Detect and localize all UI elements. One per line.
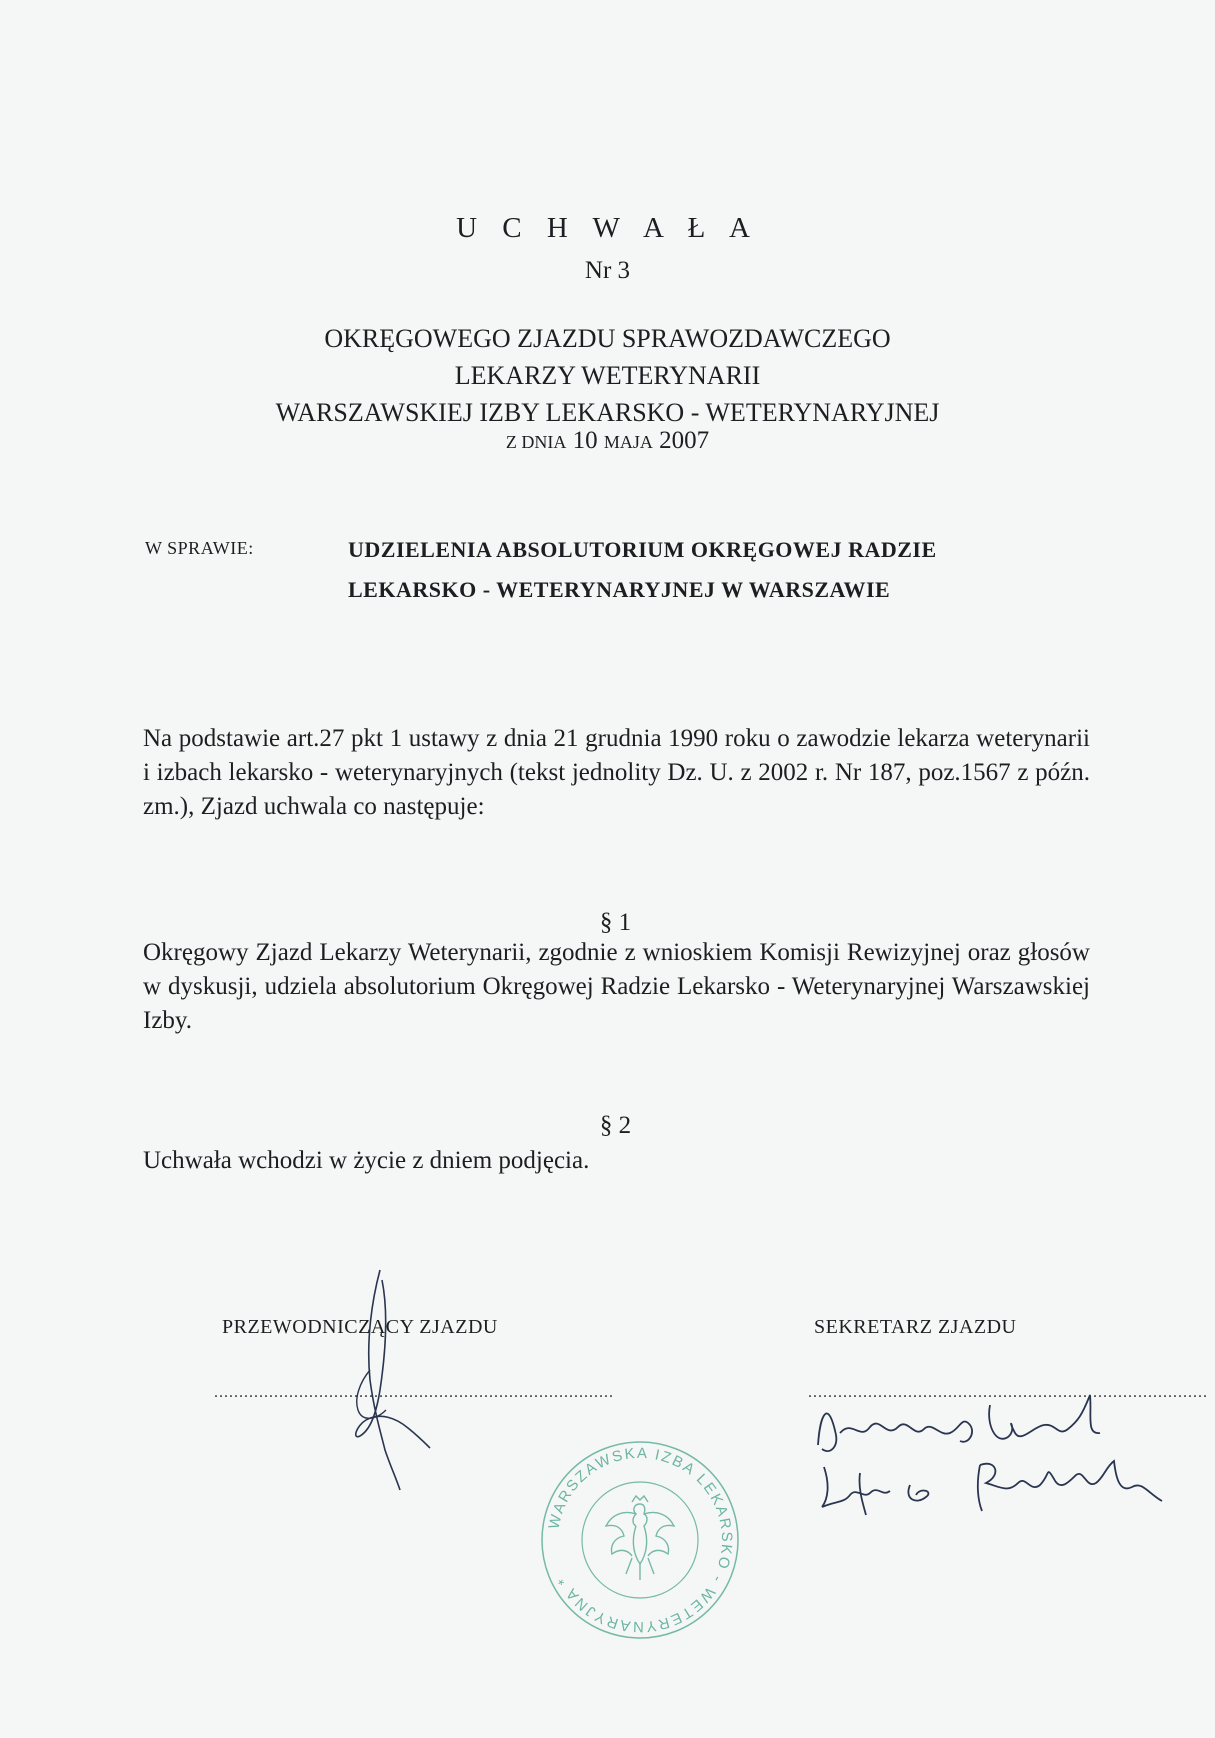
svg-text:WARSZAWSKA IZBA LEKARSKO - WET — [546, 1445, 736, 1635]
subject-label: W SPRAWIE: — [145, 538, 254, 558]
subject-line-2: LEKARSKO - WETERYNARYJNEJ W WARSZAWIE — [348, 577, 891, 602]
legal-basis-paragraph: Na podstawie art.27 pkt 1 ustawy z dnia 21 grudnia 1990 roku o zawodzie lekarza weterynarii i izbach lekarsko - weterynaryjnych (tekst jednolity Dz. U. z 2002 r. Nr 187, poz.1567 z późn. zm.), Zjazd uchwala co następuje: — [143, 725, 1090, 820]
section-2-text: Uchwała wchodzi w życie z dniem podjęcia. — [143, 1147, 590, 1174]
heading-line-3: WARSZAWSKIEJ IZBY LEKARSKO - WETERYNARYJNEJ — [275, 398, 940, 427]
secretary-signature — [800, 1375, 1208, 1525]
heading-line-1: OKRĘGOWEGO ZJAZDU SPRAWOZDAWCZEGO — [324, 324, 891, 353]
resolution-date — [0, 428, 1215, 453]
subject-text — [348, 530, 1068, 610]
chair-signature — [330, 1250, 450, 1500]
heading-line-2: LEKARZY WETERYNARII — [454, 361, 761, 390]
resolution-number: Nr 3 — [584, 257, 631, 284]
subject-line-1: UDZIELENIA ABSOLUTORIUM OKRĘGOWEJ RADZIE — [348, 537, 937, 562]
section-1-mark: § 1 — [599, 909, 632, 936]
date-year: 2007 — [659, 427, 710, 454]
chair-label: PRZEWODNICZĄCY ZJAZDU — [222, 1316, 498, 1338]
date-day: 10 — [572, 427, 598, 454]
chair-signature-line: ................................................................................ — [214, 1384, 614, 1401]
secretary-signature-line: ................................................................................ — [808, 1384, 1208, 1401]
official-stamp — [532, 1440, 748, 1640]
section-2-mark: § 2 — [599, 1112, 632, 1139]
date-month: MAJA — [603, 432, 653, 452]
stamp-text: WARSZAWSKA IZBA LEKARSKO - WETERYNARYJNA * — [545, 1444, 736, 1636]
secretary-label: SEKRETARZ ZJAZDU — [814, 1316, 1017, 1338]
issuing-body-heading — [0, 320, 1215, 431]
document-title: U C H W A Ł A — [456, 212, 759, 244]
date-prefix: Z DNIA — [505, 432, 567, 452]
eagle-emblem-icon — [606, 1496, 674, 1580]
section-1-text: Okręgowy Zjazd Lekarzy Weterynarii, zgodnie z wnioskiem Komisji Rewizyjnej oraz głosów w dyskusji, udziela absolutorium Okręgowej Radzie Lekarsko - Weterynaryjnej Warszawskiej Izby. — [143, 939, 1090, 1034]
